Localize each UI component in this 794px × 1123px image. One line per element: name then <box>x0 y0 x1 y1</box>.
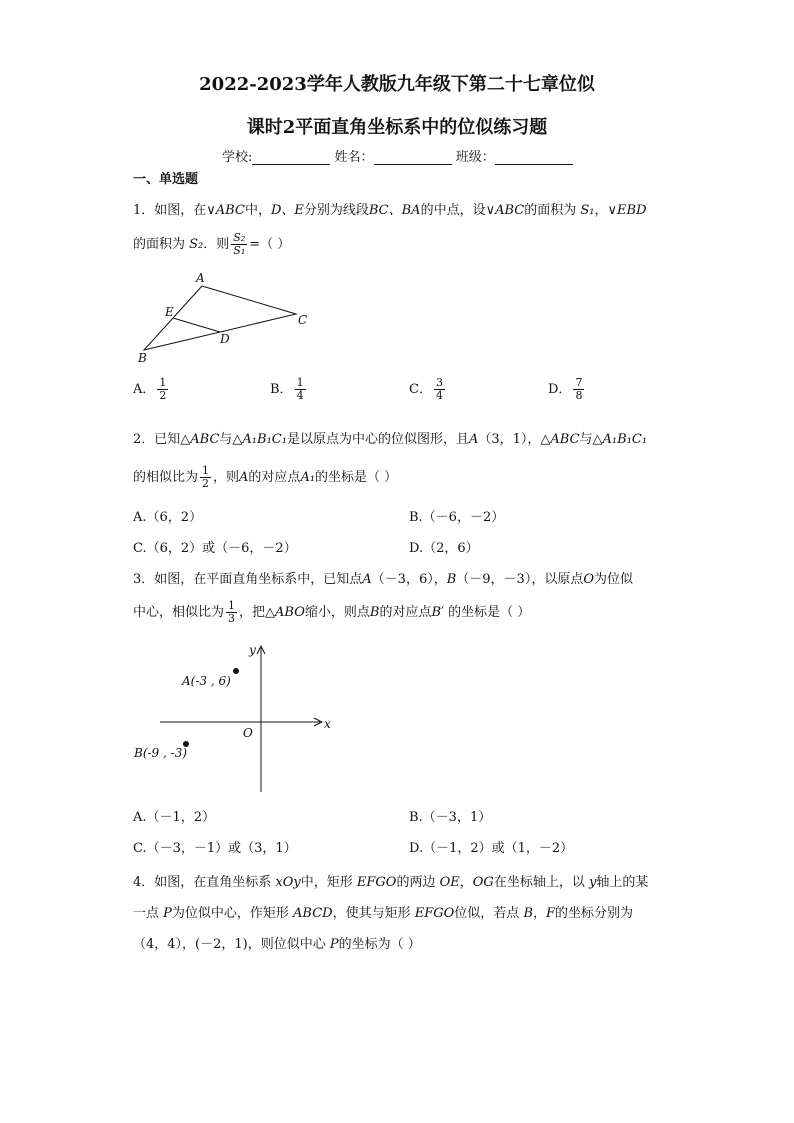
q2-line1 <box>133 428 647 447</box>
label-c: C <box>298 313 308 327</box>
q4-efgo: EFGO <box>356 875 397 890</box>
q2-option-a[interactable]: A.（6，2） <box>133 510 203 525</box>
q4-p: P <box>163 906 172 921</box>
q1-text: ， <box>594 203 608 218</box>
option-fraction <box>573 377 584 402</box>
q2-text: 的对应点 <box>248 470 301 485</box>
q4-f: F <box>546 906 556 921</box>
q4-efgo: EFGO <box>414 906 455 921</box>
q1-frac-den: S₁ <box>233 244 246 257</box>
class-field[interactable] <box>495 150 573 165</box>
point-a-dot <box>233 668 239 674</box>
q2-text: 2．已知△ <box>133 432 191 447</box>
q1-points-de: D、E <box>270 203 304 218</box>
q4-text: 4．如图，在直角坐标系 <box>133 875 276 890</box>
option-letter: B． <box>270 382 293 397</box>
label-d: D <box>220 332 230 346</box>
q1-line1 <box>133 199 647 218</box>
q3-line1 <box>133 568 633 587</box>
page-subtitle: 课时2平面直角坐标系中的位似练习题 <box>246 117 548 138</box>
q2-text: 是以原点为中心的位似图形，且 <box>286 432 469 447</box>
q3-fraction <box>226 600 237 625</box>
q1-option-c[interactable] <box>409 377 447 402</box>
q4-text: 位似，若点 <box>454 906 524 921</box>
frac-den: 4 <box>296 389 304 402</box>
q4-xoy: xOy <box>275 875 301 890</box>
q3-option-d[interactable]: D.（－1，2）或（1，－2） <box>409 841 574 856</box>
frac-den: 4 <box>435 389 443 402</box>
frac-num: 1 <box>228 599 236 612</box>
q3-text: 的对应点 <box>379 605 432 620</box>
q2-abc: ABC <box>190 432 220 447</box>
q4-abcd: ABCD <box>293 906 333 921</box>
q4-line1 <box>133 871 648 890</box>
frac-den: 2 <box>159 389 167 402</box>
frac-den: 8 <box>575 389 583 402</box>
q3-text: 的坐标是（ ） <box>443 605 531 620</box>
q1-option-b[interactable] <box>270 377 308 402</box>
y-label: y <box>249 643 256 657</box>
q2-text: （3，1），△ <box>478 432 551 447</box>
q4-text: 的两边 <box>396 875 440 890</box>
q1-text: 的中点，设 <box>420 203 486 218</box>
label-a: A <box>196 271 205 285</box>
section-heading: 一、单选题 <box>133 172 199 187</box>
q4-text: 的坐标为（ ） <box>338 937 421 952</box>
q2-option-b[interactable]: B.（－6，－2） <box>409 510 505 525</box>
label-b: B <box>138 351 147 365</box>
q3-text: （－3，6）， <box>371 572 447 587</box>
q1-triangle-figure <box>130 268 320 368</box>
q4-p: P <box>329 937 339 952</box>
q4-text: 在坐标轴上，以 <box>493 875 589 890</box>
q3-text: （－9，－3），以原点 <box>456 572 584 587</box>
q4-b: B <box>523 906 533 921</box>
q1-frac-num: S₂ <box>233 231 246 244</box>
class-label: 班级： <box>455 150 495 165</box>
q4-text: 为位似中心，作矩形 <box>171 906 294 921</box>
q4-line2 <box>133 902 633 921</box>
q1-text: 1．如图，在 <box>133 203 207 218</box>
q3-text: ，把△ <box>239 605 276 620</box>
q1-text: 分别为线段 <box>303 203 369 218</box>
info-line <box>222 146 573 165</box>
q1-triangle-abc: ∨ABC <box>485 203 525 218</box>
q3-coordinate-figure <box>130 640 340 800</box>
q2-text: ，则 <box>213 470 240 485</box>
q2-a1b1c1: A₁B₁C₁ <box>242 432 287 447</box>
q1-text: ．则 <box>203 237 230 252</box>
option-letter: A． <box>133 382 156 397</box>
q1-option-a[interactable] <box>133 377 170 402</box>
q3-bprime: B′ <box>431 605 444 620</box>
option-fraction <box>434 377 445 402</box>
label-e: E <box>165 305 174 319</box>
option-fraction <box>157 377 168 402</box>
q4-line3 <box>133 933 421 952</box>
frac-num: 1 <box>296 376 304 389</box>
q3-option-a[interactable]: A.（－1，2） <box>133 810 216 825</box>
q4-text: ， <box>459 875 473 890</box>
q3-option-b[interactable]: B.（－3，1） <box>409 810 492 825</box>
q3-point-b: B <box>446 572 457 587</box>
q1-line2 <box>133 232 290 257</box>
q4-text: ，使其与矩形 <box>332 906 415 921</box>
q2-text: 与△ <box>219 432 243 447</box>
school-label: 学校: <box>222 150 253 165</box>
q3-point-a: A <box>362 572 372 587</box>
q1-s1: S₁ <box>580 203 595 218</box>
q3-option-c[interactable]: C.（－3，－1）或（3，1） <box>133 841 297 856</box>
frac-num: 1 <box>202 464 210 477</box>
option-fraction <box>295 377 306 402</box>
q4-og: OG <box>472 875 494 890</box>
q1-text: 的面积为 <box>133 237 186 252</box>
q2-option-c[interactable]: C.（6，2）或（－6，－2） <box>133 541 297 556</box>
q3-text: 3．如图，在平面直角坐标系中，已知点 <box>133 572 363 587</box>
q4-text: 一点 <box>133 906 164 921</box>
name-field[interactable] <box>374 150 452 165</box>
name-label: 姓名： <box>334 150 374 165</box>
q2-text: 与△ <box>579 432 603 447</box>
q2-fraction <box>200 465 211 490</box>
frac-num: 7 <box>575 376 583 389</box>
frac-num: 3 <box>435 376 443 389</box>
frac-den: 2 <box>202 477 210 490</box>
point-a-label: A(-3 , 6) <box>182 674 231 688</box>
q2-option-d[interactable]: D.（2，6） <box>409 541 479 556</box>
option-letter: D． <box>548 382 572 397</box>
q3-text: 缩小，则点 <box>304 605 370 620</box>
q2-a1: A₁ <box>300 470 316 485</box>
q4-oe: OE <box>439 875 460 890</box>
q2-point-a: A <box>239 470 249 485</box>
school-field[interactable] <box>252 150 330 165</box>
q4-text: ， <box>533 906 547 921</box>
q3-abo: ABO <box>275 605 305 620</box>
q3-text: 为位似 <box>594 572 634 587</box>
q4-text: 的坐标分别为 <box>555 906 634 921</box>
point-b-label: B(-9 , -3) <box>134 746 188 760</box>
q1-text: 的面积为 <box>524 203 577 218</box>
q4-y: y <box>588 875 597 890</box>
x-label: x <box>324 717 331 731</box>
segment-ed <box>173 318 220 332</box>
q3-line2 <box>133 600 530 625</box>
q2-point-a: A <box>468 432 479 447</box>
q2-line2 <box>133 465 397 490</box>
q1-option-d[interactable] <box>548 377 586 402</box>
q2-a1b1c1: A₁B₁C₁ <box>602 432 648 447</box>
q2-text: 的相似比为 <box>133 470 199 485</box>
q3-point-b: B <box>369 605 380 620</box>
origin-label: O <box>243 726 253 740</box>
q1-triangle-ebd: ∨EBD <box>607 203 647 218</box>
q1-text: =（ ） <box>249 237 291 252</box>
frac-den: 3 <box>228 612 236 625</box>
q1-segments: BC、BA <box>368 203 421 218</box>
q2-abc: ABC <box>550 432 580 447</box>
q4-text: 轴上的某 <box>596 875 649 890</box>
frac-num: 1 <box>159 376 167 389</box>
q4-text: （4，4），(－2，1)，则位似中心 <box>133 937 330 952</box>
q4-text: 中，矩形 <box>300 875 357 890</box>
q1-triangle-abc: ∨ABC <box>206 203 245 218</box>
q2-text: 的坐标是（ ） <box>315 470 398 485</box>
q3-text: 中心，相似比为 <box>133 605 225 620</box>
q1-text: 中， <box>244 203 271 218</box>
page-title: 2022-2023学年人教版九年级下第二十七章位似 <box>199 74 595 95</box>
q3-point-o: O <box>583 572 594 587</box>
q1-s2: S₂ <box>189 237 204 252</box>
q1-fraction <box>231 232 247 257</box>
option-letter: C． <box>409 382 432 397</box>
